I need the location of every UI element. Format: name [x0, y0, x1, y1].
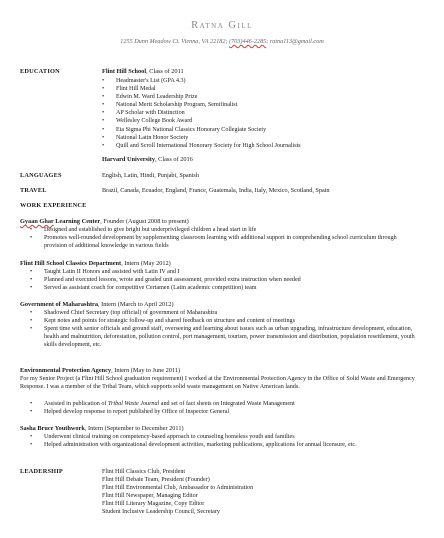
job-bullets-epa — [30, 400, 420, 416]
languages-value: English, Latin, Hindi, Punjabi, Spanish — [102, 172, 199, 179]
education-label: EDUCATION — [20, 68, 60, 75]
job-org: Sasha Bruce Youthwork — [20, 425, 85, 432]
contact-email: ; ratna113@gmail.com — [266, 38, 324, 45]
travel-label: TRAVEL — [20, 187, 47, 194]
school-1-name: Flint Hill School — [102, 68, 147, 75]
list-item: • Quill and Scroll International Honorary Society for High School Journalists — [102, 142, 432, 150]
education-school-1 — [102, 68, 184, 75]
list-item: • Promotes well-rounded development by supplementing classroom learning with additional support in comprehending school curriculum through provision of additional knowledge in various fields — [30, 234, 420, 250]
contact-line — [0, 38, 444, 45]
school-1-class: , Class of 2011 — [146, 68, 184, 75]
education-honors-list — [102, 77, 432, 150]
list-item: • National Merit Scholarship Program, Semifinalist — [102, 101, 432, 109]
job-bullets-sasha-bruce — [30, 433, 420, 449]
list-item: • Headmaster's List (GPA 4.3) — [102, 77, 432, 85]
list-item: Flint Hill Classics Club, President — [102, 469, 186, 475]
job-title-epa — [20, 367, 180, 374]
job-role: , Intern (March to April 2012) — [98, 301, 174, 308]
job-title-classics — [20, 260, 171, 267]
list-item: • Flint Hill Medal — [102, 85, 432, 93]
list-item: • Planned and executed lessons, wrote and graded unit assessment, provided extra instruction when needed — [30, 276, 420, 284]
job-org: Flint Hill School Classics Department — [20, 260, 122, 267]
travel-value: Brazil, Canada, Ecuador, England, France, Guatemala, India, Italy, Mexico, Scotland, Spain — [102, 187, 330, 194]
contact-address: 1255 Dunn Meadow Ct. Vienna, VA 22182; — [120, 38, 230, 45]
job-title-sasha-bruce — [20, 425, 184, 432]
list-item: • Eta Sigma Phi National Classics Honorary Collegiate Society — [102, 126, 432, 134]
job-org-squiggle: Gyaan Ghar — [20, 218, 54, 225]
list-item: • National Latin Honor Society — [102, 134, 432, 142]
list-item: • Designed and established to give bright but underprivileged children a head start in life — [30, 226, 420, 234]
list-item: Flint Hill Environmental Club, Ambassador to Administration — [102, 485, 254, 492]
job-bullets-gyaan-ghar — [30, 226, 420, 250]
contact-phone: (703)446-2285 — [229, 38, 267, 45]
job-description-epa: For my Senior Project (a Flint Hill School graduation requirement) I worked at the Environmental Protection Agency in the Office of Solid Waste and Emergency Response. I was a member of the Tribal Team, which supports solid waste management on Native American lands. — [20, 376, 415, 391]
list-item: • Kept notes and points for strategic follow-up and shared feedback on structure and content of meetings — [30, 317, 420, 325]
list-item: Flint Hill Newspaper, Managing Editor — [102, 493, 198, 500]
resume-name: Ratna Gill — [191, 20, 253, 31]
leadership-list — [102, 468, 253, 517]
list-item: • Shadowed Chief Secretary (top official) of government of Maharashtra — [30, 309, 420, 317]
list-item: Flint Hill Debate Team, President (Founder) — [102, 477, 210, 484]
job-role: , Intern (May 2012) — [121, 260, 171, 267]
list-item: • Served as assistant coach for competitive Certamen (Latin academic competition) team — [30, 284, 420, 292]
list-item: Flint Hill Literary Magazine, Copy Editor — [102, 501, 205, 508]
list-item: • Helped develop response to report published by Office of Inspector General — [30, 408, 420, 416]
job-org: Environmental Protection Agency — [20, 367, 112, 374]
job-title-gyaan-ghar — [20, 218, 189, 225]
list-item: • Assisted in publication of Tribal Waste Journal and set of fact sheets on Integrated Waste Management — [30, 400, 420, 408]
job-bullets-classics — [30, 268, 420, 292]
job-role: , Intern (May to June 2011) — [111, 367, 181, 374]
leadership-label: LEADERSHIP — [20, 468, 63, 475]
job-org: Government of Maharashtra — [20, 301, 98, 308]
list-item: • Wellesley College Book Award — [102, 117, 432, 125]
job-bullets-maharashtra — [30, 309, 420, 349]
languages-label: LANGUAGES — [20, 172, 62, 179]
job-org-rest: Learning Center — [53, 218, 101, 225]
journal-title: Tribal Waste Journal — [107, 401, 160, 407]
job-title-maharashtra — [20, 301, 174, 308]
list-item: • Underwent clinical training on competency-based approach to counseling homeless youth and families — [30, 433, 420, 441]
list-item: Student Inclusive Leadership Council, Secretary — [102, 509, 220, 516]
list-item: • Spent time with senior officials and ground staff, overseeing and learning about issues such as urban upgrading, infrastructure development, education, health and malnutrition, deforestation, pollution control, port management, tourism, power transmission and distribution, population resettlement, youth skills development, etc. — [30, 325, 420, 349]
school-2-class: , Class of 2016 — [155, 156, 193, 163]
job-role: , Founder (August 2008 to present) — [100, 218, 189, 225]
job-role: , Intern (September to December 2011) — [84, 425, 184, 432]
list-item: • Edwin M. Ward Leadership Prize — [102, 93, 432, 101]
list-item: • AP Scholar with Distinction — [102, 109, 432, 117]
list-item: • Taught Latin II Honors and assisted with Latin IV and I — [30, 268, 420, 276]
school-2-name: Harvard University — [102, 156, 155, 163]
list-item: • Helped administration with organizational development activities, marketing publications, applications for annual licensure, etc. — [30, 441, 420, 449]
work-experience-label: WORK EXPERIENCE — [20, 202, 87, 209]
education-school-2 — [102, 156, 193, 163]
